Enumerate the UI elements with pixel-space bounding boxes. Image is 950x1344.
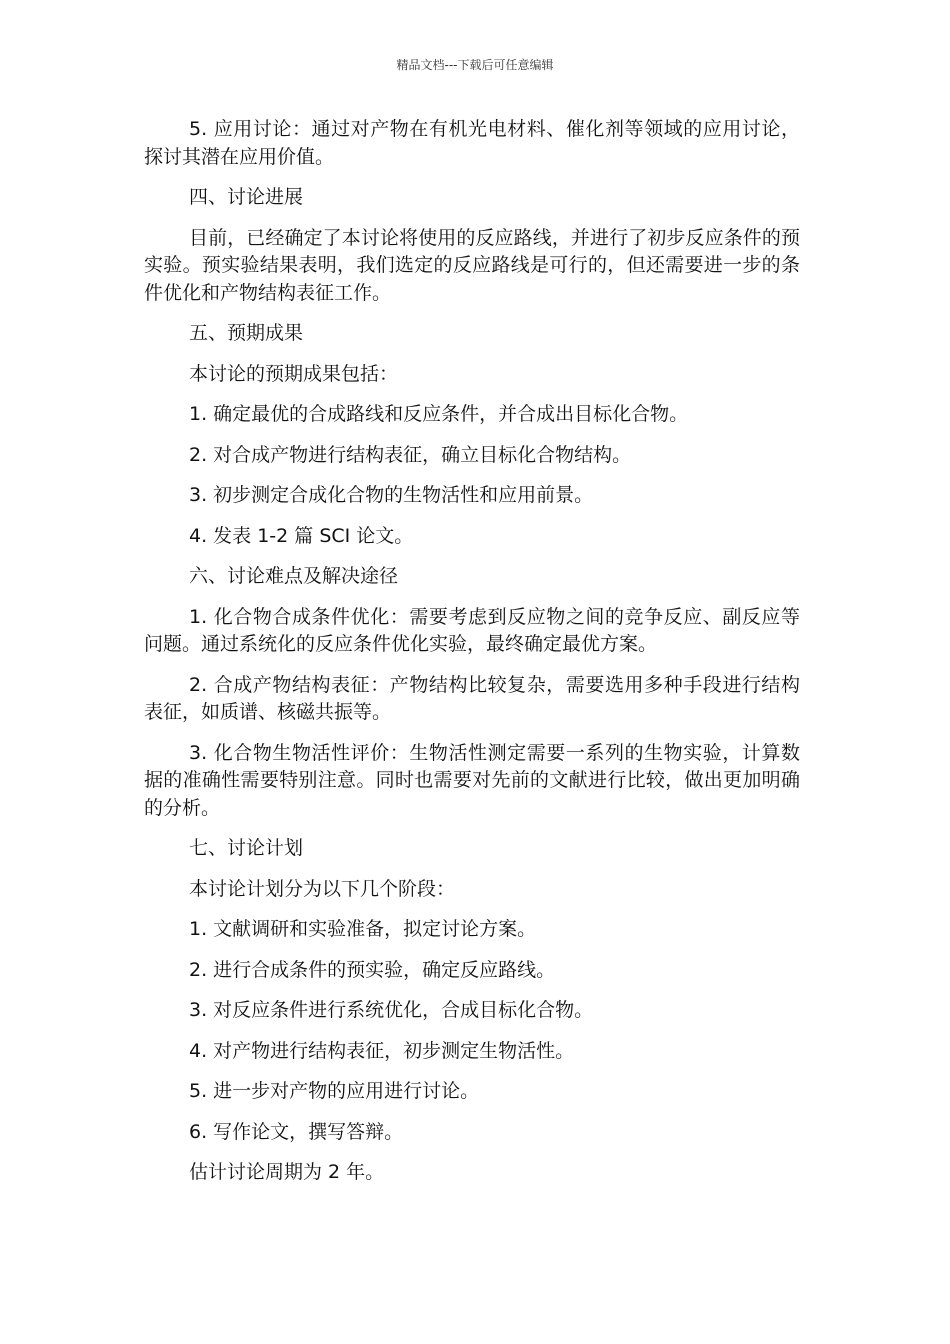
list-item-expected-1: 1. 确定最优的合成路线和反应条件，并合成出目标化合物。 bbox=[189, 403, 689, 425]
section-heading-difficulties: 六、讨论难点及解决途径 bbox=[189, 565, 399, 587]
list-item-difficulty-1: 1. 化合物合成条件优化：需要考虑到反应物之间的竞争反应、副反应等问题。通过系统化的反应条件优化实验，最终确定最优方案。 bbox=[144, 605, 800, 655]
list-item-difficulty-3: 3. 化合物生物活性评价：生物活性测定需要一系列的生物实验，计算数据的准确性需要特别注意。同时也需要对先前的文献进行比较，做出更加明确的分析。 bbox=[144, 741, 800, 819]
list-item-expected-2: 2. 对合成产物进行结构表征，确立目标化合物结构。 bbox=[189, 443, 632, 466]
list-item-plan-1: 1. 文献调研和实验准备，拟定讨论方案。 bbox=[189, 918, 537, 940]
list-item-difficulty-2: 2. 合成产物结构表征：产物结构比较复杂，需要选用多种手段进行结构表征，如质谱、核磁共振等。 bbox=[144, 673, 800, 723]
section-heading-progress: 四、讨论进展 bbox=[189, 186, 304, 208]
document-body bbox=[144, 116, 800, 1200]
list-item-plan-6: 6. 写作论文，撰写答辩。 bbox=[189, 1120, 404, 1143]
list-item-expected-3: 3. 初步测定合成化合物的生物活性和应用前景。 bbox=[189, 484, 594, 506]
paragraph-application-discussion: 5. 应用讨论：通过对产物在有机光电材料、催化剂等领域的应用讨论，探讨其潜在应用价值。 bbox=[144, 118, 800, 168]
list-item-plan-4: 4. 对产物进行结构表征，初步测定生物活性。 bbox=[189, 1039, 575, 1062]
paragraph-duration: 估计讨论周期为 2 年。 bbox=[189, 1161, 385, 1183]
list-item-plan-2: 2. 进行合成条件的预实验，确定反应路线。 bbox=[189, 958, 556, 981]
list-item-expected-4: 4. 发表 1-2 篇 SCI 论文。 bbox=[189, 524, 414, 547]
section-heading-expected-results: 五、预期成果 bbox=[189, 322, 304, 344]
paragraph-expected-intro: 本讨论的预期成果包括： bbox=[189, 362, 399, 385]
list-item-plan-5: 5. 进一步对产物的应用进行讨论。 bbox=[189, 1080, 480, 1102]
list-item-plan-3: 3. 对反应条件进行系统优化，合成目标化合物。 bbox=[189, 999, 594, 1021]
section-heading-plan: 七、讨论计划 bbox=[189, 837, 304, 859]
paragraph-plan-intro: 本讨论计划分为以下几个阶段： bbox=[189, 877, 456, 900]
paragraph-progress: 目前，已经确定了本讨论将使用的反应路线，并进行了初步反应条件的预实验。预实验结果表明，我们选定的反应路线是可行的，但还需要进一步的条件优化和产物结构表征工作。 bbox=[144, 226, 800, 304]
page-header: 精品文档---下载后可任意编辑 bbox=[396, 58, 554, 72]
